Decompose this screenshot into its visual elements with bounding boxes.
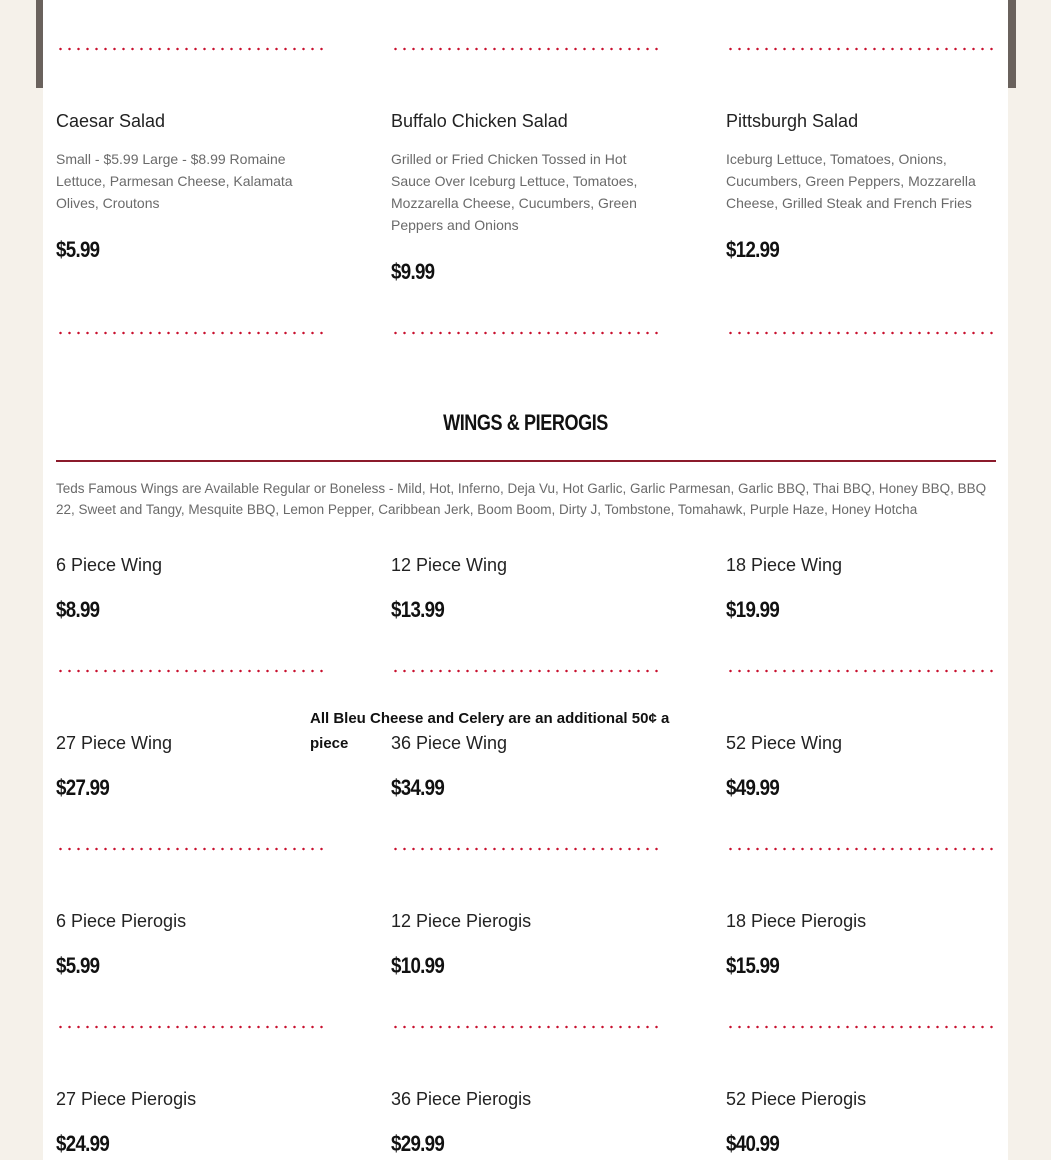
dotted-divider bbox=[391, 844, 661, 854]
dotted-divider bbox=[726, 844, 996, 854]
frame-left-border bbox=[36, 0, 43, 88]
menu-item-name[interactable]: 12 Piece Pierogis bbox=[391, 911, 532, 931]
dotted-divider bbox=[56, 328, 326, 338]
menu-item-price: $5.99 bbox=[56, 953, 100, 978]
dotted-divider bbox=[56, 666, 326, 676]
menu-item-name[interactable]: 36 Piece Wing bbox=[391, 733, 508, 753]
menu-item-price: $9.99 bbox=[391, 259, 435, 284]
section-description: Teds Famous Wings are Available Regular or Boneless - Mild, Hot, Inferno, Deja Vu, Hot Garlic, Garlic Parmesan, Garlic BBQ, Thai BBQ, Honey BBQ, BBQ 22, Sweet and Tangy, Mesquite BBQ, Lemon Pepper, Caribbean Jerk, Boom Boom, Dirty J, Tombstone, Tomahawk, Purple Haze, Honey Hotcha bbox=[56, 481, 987, 517]
menu-item-price: $27.99 bbox=[56, 775, 110, 800]
menu-item-name[interactable]: Buffalo Chicken Salad bbox=[391, 111, 568, 131]
menu-item-price: $15.99 bbox=[726, 953, 780, 978]
menu-item-price: $34.99 bbox=[391, 775, 445, 800]
frame-right-border bbox=[1008, 0, 1016, 88]
dotted-divider bbox=[391, 666, 661, 676]
section-title bbox=[56, 410, 996, 436]
note-text: All Bleu Cheese and Celery are an additional 50¢ a piece bbox=[310, 710, 670, 752]
dotted-divider bbox=[391, 328, 661, 338]
menu-item-description: Grilled or Fried Chicken Tossed in Hot Sauce Over Iceburg Lettuce, Tomatoes, Mozzarella Cheese, Cucumbers, Green Peppers and Onions bbox=[391, 151, 638, 233]
menu-item-price: $49.99 bbox=[726, 775, 780, 800]
menu-item-name[interactable]: 18 Piece Wing bbox=[726, 555, 843, 575]
dotted-divider bbox=[391, 1022, 661, 1032]
menu-item-name[interactable]: 27 Piece Wing bbox=[56, 733, 173, 753]
menu-item-price: $5.99 bbox=[56, 237, 100, 262]
menu-item-name[interactable]: 52 Piece Wing bbox=[726, 733, 843, 753]
dotted-divider bbox=[726, 666, 996, 676]
menu-item-price: $29.99 bbox=[391, 1131, 445, 1156]
menu-item-price: $40.99 bbox=[726, 1131, 780, 1156]
dotted-divider bbox=[726, 328, 996, 338]
section-rule bbox=[56, 460, 996, 462]
menu-item-name[interactable]: Pittsburgh Salad bbox=[726, 111, 859, 131]
menu-item-price: $24.99 bbox=[56, 1131, 110, 1156]
menu-item-price: $10.99 bbox=[391, 953, 445, 978]
menu-item-name[interactable]: 36 Piece Pierogis bbox=[391, 1089, 532, 1109]
bleu-cheese-note bbox=[310, 706, 670, 756]
menu-item-name[interactable]: Caesar Salad bbox=[56, 111, 166, 131]
dotted-divider bbox=[56, 44, 326, 54]
dotted-divider bbox=[56, 1022, 326, 1032]
section-title-text: WINGS & PIEROGIS bbox=[443, 410, 609, 435]
menu-item-price: $19.99 bbox=[726, 597, 780, 622]
dotted-divider bbox=[391, 44, 661, 54]
menu-item-description: Small - $5.99 Large - $8.99 Romaine Lettuce, Parmesan Cheese, Kalamata Olives, Croutons bbox=[56, 151, 293, 211]
menu-item-name[interactable]: 6 Piece Wing bbox=[56, 555, 163, 575]
menu-item-name[interactable]: 18 Piece Pierogis bbox=[726, 911, 867, 931]
menu-item-price: $8.99 bbox=[56, 597, 100, 622]
menu-item-name[interactable]: 52 Piece Pierogis bbox=[726, 1089, 867, 1109]
menu-item-name[interactable]: 12 Piece Wing bbox=[391, 555, 508, 575]
menu-item-price: $13.99 bbox=[391, 597, 445, 622]
menu-item-name[interactable]: 6 Piece Pierogis bbox=[56, 911, 187, 931]
menu-item-price: $12.99 bbox=[726, 237, 780, 262]
menu-item-name[interactable]: 27 Piece Pierogis bbox=[56, 1089, 197, 1109]
menu-item-description: Iceburg Lettuce, Tomatoes, Onions, Cucumbers, Green Peppers, Mozzarella Cheese, Grilled Steak and French Fries bbox=[726, 151, 976, 211]
dotted-divider bbox=[726, 1022, 996, 1032]
dotted-divider bbox=[726, 44, 996, 54]
dotted-divider bbox=[56, 844, 326, 854]
